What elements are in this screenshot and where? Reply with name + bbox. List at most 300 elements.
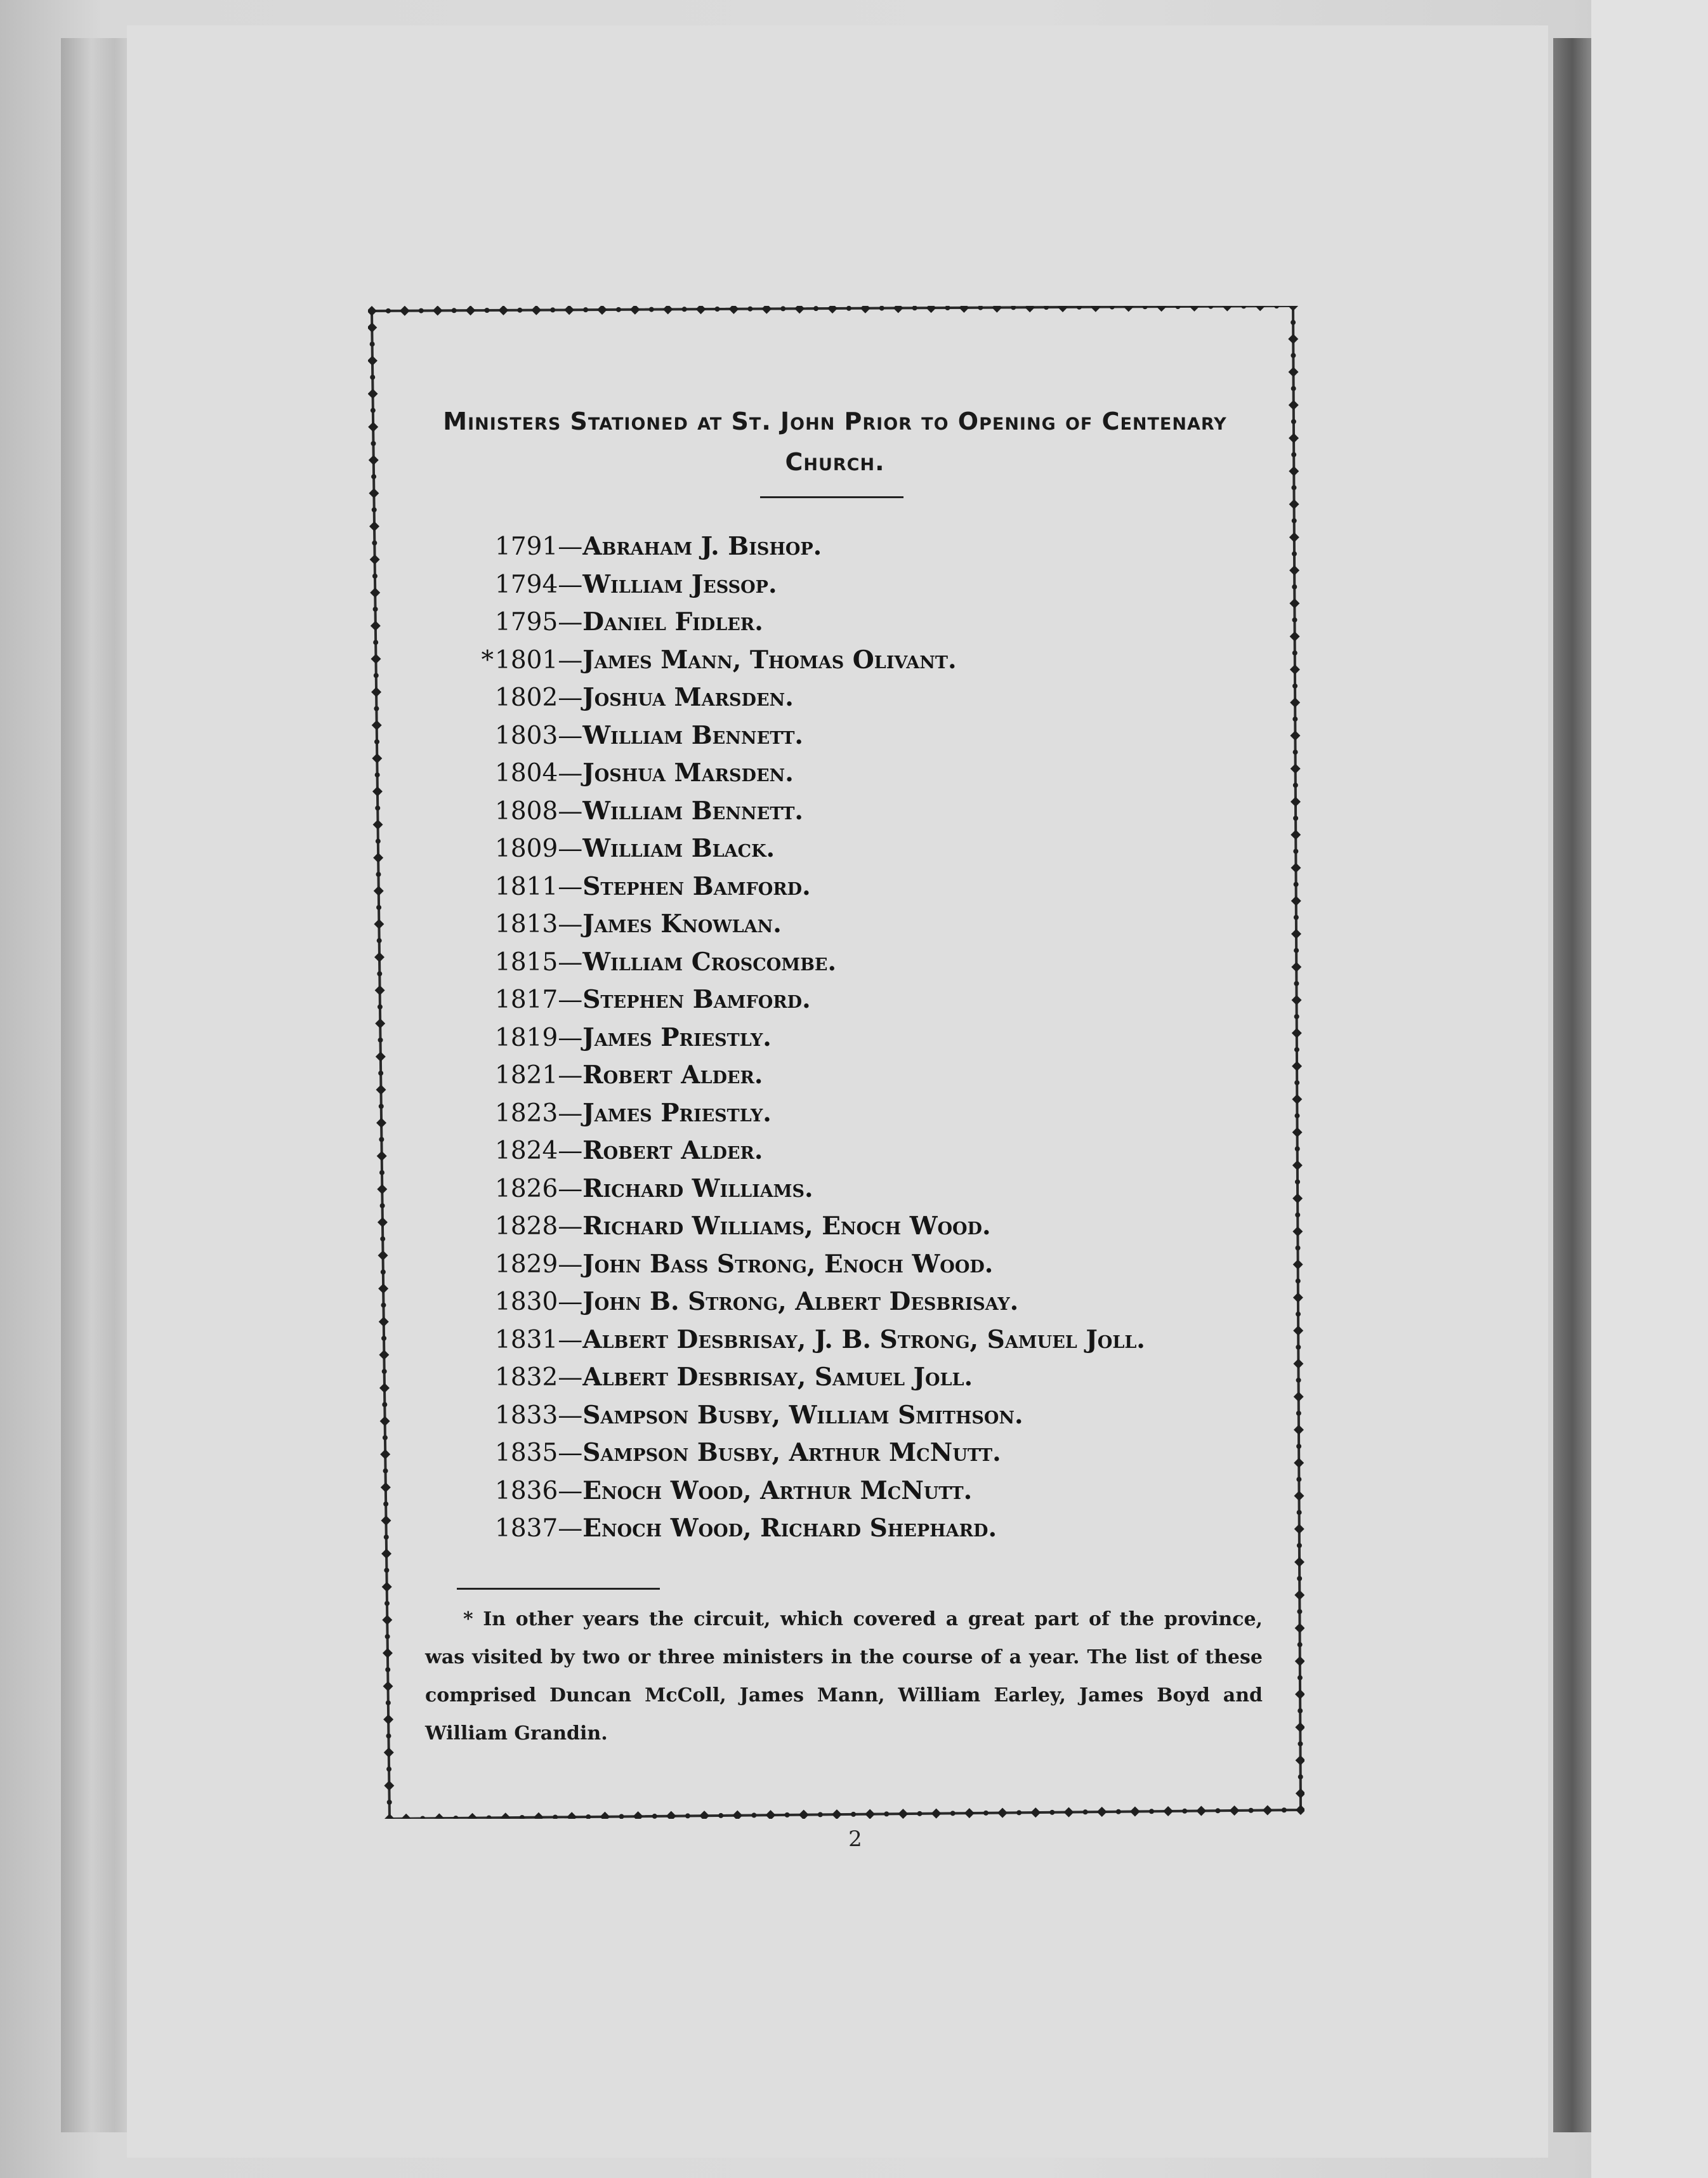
entry-year: 1817 bbox=[495, 986, 558, 1014]
list-item bbox=[406, 604, 1282, 642]
border-ornament bbox=[1294, 882, 1299, 887]
entry-separator: — bbox=[558, 1325, 583, 1354]
border-ornament bbox=[1189, 306, 1199, 312]
border-ornament bbox=[370, 341, 375, 346]
entry-text bbox=[495, 1057, 763, 1095]
border-ornament bbox=[381, 1336, 386, 1341]
border-ornament bbox=[1293, 848, 1298, 854]
border-ornament bbox=[860, 306, 870, 314]
entry-names: John Bass Strong, Enoch Wood. bbox=[582, 1249, 994, 1279]
entry-year: 1808 bbox=[495, 796, 558, 826]
border-ornament bbox=[369, 308, 374, 314]
border-ornament bbox=[433, 306, 443, 315]
border-ornament bbox=[630, 306, 640, 315]
entry-names: James Mann, Thomas Olivant. bbox=[582, 645, 957, 675]
entry-text bbox=[495, 1321, 1145, 1359]
entry-text bbox=[495, 642, 957, 680]
entry-year: 1832 bbox=[495, 1363, 558, 1392]
border-ornament bbox=[1289, 532, 1299, 543]
border-ornament bbox=[1274, 306, 1279, 308]
border-ornament bbox=[1110, 306, 1115, 310]
list-item bbox=[406, 1132, 1282, 1170]
entry-separator: — bbox=[558, 1174, 583, 1203]
border-ornament bbox=[799, 1810, 809, 1819]
title-divider bbox=[760, 496, 903, 498]
border-ornament bbox=[1297, 1675, 1303, 1680]
page-title: Ministers Stationed at St. John Prior to Opening of Centenary Church. bbox=[443, 407, 1227, 476]
list-item bbox=[406, 830, 1282, 868]
entry-separator: — bbox=[558, 570, 583, 599]
border-ornament bbox=[387, 1800, 392, 1805]
border-ornament bbox=[487, 1815, 492, 1819]
border-ornament bbox=[553, 1814, 558, 1819]
border-ornament bbox=[534, 1812, 544, 1819]
border-ornament bbox=[1230, 1805, 1240, 1816]
border-ornament bbox=[377, 971, 382, 976]
border-ornament bbox=[1294, 1557, 1304, 1567]
border-ornament bbox=[652, 1814, 657, 1819]
border-ornament bbox=[1083, 1809, 1088, 1814]
border-ornament bbox=[1292, 1193, 1303, 1203]
entry-separator: — bbox=[558, 608, 583, 637]
border-ornament bbox=[1291, 929, 1301, 939]
border-ornament bbox=[1289, 400, 1299, 410]
border-ornament bbox=[372, 574, 378, 579]
border-ornament bbox=[376, 872, 381, 877]
border-ornament bbox=[1296, 1477, 1301, 1482]
entry-year: 1821 bbox=[495, 1061, 558, 1090]
border-ornament bbox=[380, 1203, 385, 1208]
border-ornament bbox=[517, 308, 522, 313]
entry-year: 1824 bbox=[495, 1137, 558, 1165]
border-ornament bbox=[1289, 367, 1299, 377]
entry-text bbox=[495, 830, 775, 868]
border-ornament bbox=[1049, 1810, 1054, 1815]
entry-separator: — bbox=[558, 721, 583, 750]
list-item bbox=[406, 906, 1282, 944]
border-ornament bbox=[376, 1085, 386, 1095]
book-edge-right bbox=[1553, 38, 1591, 2132]
border-ornament bbox=[1293, 749, 1298, 755]
entry-separator: — bbox=[558, 1023, 583, 1052]
border-ornament bbox=[382, 1369, 387, 1374]
border-ornament bbox=[372, 786, 383, 796]
border-ornament bbox=[370, 555, 380, 565]
border-ornament bbox=[1289, 598, 1299, 609]
border-ornament bbox=[616, 307, 621, 312]
border-ornament bbox=[381, 1515, 391, 1526]
border-ornament bbox=[1255, 306, 1265, 311]
entry-separator: — bbox=[558, 947, 583, 977]
entry-names: Richard Williams, Enoch Wood. bbox=[582, 1211, 991, 1241]
entry-separator: — bbox=[558, 1401, 583, 1430]
entry-separator: — bbox=[558, 986, 583, 1014]
border-ornament bbox=[1291, 829, 1301, 840]
border-ornament bbox=[378, 1217, 388, 1227]
border-ornament bbox=[384, 1814, 395, 1819]
border-ornament bbox=[384, 1568, 389, 1573]
border-ornament bbox=[997, 1808, 1008, 1818]
border-ornament bbox=[1297, 1642, 1303, 1647]
entry-names: Abraham J. Bishop. bbox=[582, 532, 822, 561]
entry-names: Daniel Fidler. bbox=[582, 607, 763, 637]
border-ornament bbox=[1294, 1014, 1299, 1019]
entry-names: Joshua Marsden. bbox=[582, 683, 794, 712]
border-ornament bbox=[374, 886, 384, 896]
list-item bbox=[406, 1283, 1282, 1321]
entry-separator: — bbox=[558, 532, 583, 561]
border-ornament bbox=[378, 1038, 383, 1043]
border-ornament bbox=[501, 1812, 511, 1819]
border-ornament bbox=[685, 1813, 690, 1818]
border-ornament bbox=[1296, 1755, 1304, 1766]
border-ornament bbox=[1295, 1689, 1304, 1700]
border-ornament bbox=[1295, 1623, 1304, 1634]
list-item bbox=[406, 1472, 1282, 1510]
border-ornament bbox=[377, 1151, 387, 1161]
border-ornament bbox=[1091, 306, 1101, 312]
border-ornament bbox=[420, 1816, 425, 1819]
border-ornament bbox=[381, 1548, 391, 1559]
border-ornament bbox=[379, 1383, 390, 1393]
border-ornament bbox=[1298, 1774, 1303, 1779]
entry-names: William Jessop. bbox=[582, 569, 777, 599]
border-ornament bbox=[1289, 565, 1299, 576]
entry-text bbox=[495, 1132, 763, 1170]
entry-text bbox=[495, 604, 763, 642]
border-ornament bbox=[375, 805, 380, 810]
border-ornament bbox=[959, 306, 969, 313]
entry-year: 1831 bbox=[495, 1325, 558, 1354]
border-ornament bbox=[1296, 1805, 1304, 1815]
border-ornament bbox=[1293, 782, 1298, 788]
border-ornament bbox=[374, 919, 384, 929]
border-ornament bbox=[1294, 1590, 1304, 1600]
border-ornament bbox=[368, 389, 378, 399]
border-ornament bbox=[1291, 896, 1301, 906]
border-ornament bbox=[370, 374, 375, 380]
border-ornament bbox=[373, 640, 378, 645]
list-item bbox=[406, 944, 1282, 982]
border-ornament bbox=[1296, 1279, 1301, 1284]
border-ornament bbox=[1294, 948, 1299, 953]
border-ornament bbox=[884, 1811, 889, 1816]
entry-separator: — bbox=[558, 835, 583, 863]
border-ornament bbox=[384, 1781, 394, 1791]
entry-text bbox=[495, 944, 836, 982]
entry-separator: — bbox=[558, 796, 583, 826]
entry-separator: — bbox=[558, 1288, 583, 1316]
border-ornament bbox=[384, 1601, 390, 1606]
entry-text bbox=[495, 1170, 813, 1208]
border-ornament bbox=[1116, 1809, 1121, 1814]
border-ornament bbox=[780, 306, 785, 311]
border-ornament bbox=[1296, 1312, 1301, 1317]
border-ornament bbox=[379, 1104, 384, 1109]
border-ornament bbox=[1294, 1047, 1299, 1052]
border-ornament bbox=[761, 306, 772, 314]
entry-separator: — bbox=[558, 1476, 583, 1505]
border-ornament bbox=[372, 541, 377, 546]
border-ornament bbox=[384, 1748, 394, 1758]
border-ornament bbox=[926, 306, 936, 313]
entry-year: 1835 bbox=[495, 1439, 558, 1467]
border-ornament bbox=[385, 1667, 390, 1672]
border-ornament bbox=[1297, 1576, 1302, 1581]
border-ornament bbox=[747, 307, 752, 312]
border-ornament bbox=[1292, 1160, 1303, 1170]
border-ornament bbox=[375, 986, 385, 996]
border-ornament bbox=[1293, 1260, 1303, 1270]
entry-text bbox=[495, 793, 803, 831]
border-ornament bbox=[1296, 1378, 1301, 1383]
border-ornament bbox=[649, 307, 654, 312]
border-ornament bbox=[374, 739, 379, 744]
border-ornament bbox=[1163, 1806, 1173, 1816]
border-ornament bbox=[368, 422, 378, 432]
border-ornament bbox=[379, 1170, 384, 1175]
list-item bbox=[406, 1095, 1282, 1133]
entry-separator: — bbox=[558, 1212, 583, 1241]
border-ornament bbox=[378, 1005, 383, 1010]
list-item bbox=[406, 566, 1282, 604]
border-ornament bbox=[950, 1811, 956, 1816]
bordered-panel bbox=[368, 306, 1304, 1819]
border-ornament bbox=[498, 306, 508, 315]
border-ornament bbox=[983, 1811, 989, 1816]
border-ornament bbox=[715, 307, 720, 312]
border-ornament bbox=[1291, 763, 1301, 774]
border-ornament bbox=[1290, 697, 1300, 708]
entry-names: Sampson Busby, Arthur McNutt. bbox=[582, 1438, 1001, 1467]
border-ornament bbox=[1011, 306, 1016, 310]
entry-year: 1828 bbox=[495, 1212, 558, 1241]
entry-names: Stephen Bamford. bbox=[582, 985, 811, 1014]
border-ornament bbox=[1291, 386, 1296, 391]
border-ornament bbox=[978, 306, 983, 310]
entry-names: John B. Strong, Albert Desbrisay. bbox=[582, 1287, 1019, 1316]
border-ornament bbox=[1294, 1491, 1304, 1501]
entry-text bbox=[495, 717, 803, 755]
entry-names: William Bennett. bbox=[582, 720, 803, 750]
border-ornament bbox=[383, 1714, 393, 1724]
border-ornament bbox=[383, 1468, 388, 1474]
facing-page-strip bbox=[1591, 0, 1708, 2178]
border-ornament bbox=[564, 306, 574, 315]
list-item bbox=[406, 981, 1282, 1019]
border-ornament bbox=[384, 1534, 389, 1540]
border-ornament bbox=[1291, 796, 1301, 807]
border-ornament bbox=[374, 673, 379, 678]
border-ornament bbox=[1292, 1226, 1303, 1236]
border-ornament bbox=[374, 706, 379, 711]
border-ornament bbox=[1296, 1788, 1304, 1798]
border-ornament bbox=[832, 1809, 842, 1819]
border-ornament bbox=[369, 521, 379, 531]
list-item bbox=[406, 1170, 1282, 1208]
border-ornament bbox=[1291, 862, 1301, 873]
border-ornament bbox=[401, 1814, 411, 1819]
entry-year: 1791 bbox=[495, 532, 558, 561]
border-ornament bbox=[386, 1733, 391, 1738]
border-ornament bbox=[382, 1615, 392, 1625]
border-ornament bbox=[1289, 466, 1299, 476]
border-ornament bbox=[1124, 306, 1134, 312]
border-ornament bbox=[794, 306, 805, 314]
border-ornament bbox=[371, 654, 381, 664]
list-item bbox=[406, 528, 1282, 566]
entry-separator: — bbox=[558, 1137, 583, 1165]
entry-names: Sampson Busby, William Smithson. bbox=[582, 1400, 1023, 1430]
entry-separator: — bbox=[558, 872, 583, 901]
entry-separator: — bbox=[558, 1099, 583, 1128]
border-ornament bbox=[1297, 1510, 1302, 1515]
border-ornament bbox=[893, 306, 903, 313]
book-gutter-left bbox=[61, 38, 137, 2132]
border-ornament bbox=[1293, 1326, 1303, 1336]
border-ornament bbox=[1292, 683, 1297, 689]
border-ornament bbox=[682, 307, 687, 312]
border-ornament bbox=[583, 307, 588, 312]
border-ornament bbox=[371, 687, 381, 697]
border-ornament bbox=[718, 1813, 723, 1818]
border-ornament bbox=[917, 1811, 922, 1816]
entry-names: Enoch Wood, Arthur McNutt. bbox=[582, 1475, 973, 1505]
border-ornament bbox=[1295, 1146, 1300, 1151]
entry-separator: — bbox=[558, 683, 583, 712]
entry-year: 1794 bbox=[495, 570, 558, 599]
border-ornament bbox=[378, 1071, 383, 1076]
list-item bbox=[406, 679, 1282, 717]
list-item bbox=[406, 793, 1282, 831]
border-ornament bbox=[1215, 1808, 1220, 1813]
entry-text bbox=[495, 1434, 1001, 1472]
border-ornament bbox=[633, 1811, 643, 1819]
entry-text bbox=[495, 1208, 991, 1246]
border-ornament bbox=[696, 306, 706, 314]
border-ornament bbox=[1294, 1458, 1304, 1468]
entry-text bbox=[495, 1510, 997, 1548]
entry-year: 1819 bbox=[495, 1023, 558, 1052]
border-ornament bbox=[827, 306, 838, 314]
border-ornament bbox=[1044, 306, 1049, 310]
list-item bbox=[406, 755, 1282, 793]
border-ornament bbox=[383, 1681, 393, 1691]
border-ornament bbox=[434, 1813, 444, 1819]
entry-text bbox=[495, 1397, 1023, 1435]
border-ornament bbox=[1292, 617, 1297, 623]
border-ornament bbox=[370, 588, 380, 598]
border-ornament bbox=[381, 1303, 386, 1308]
border-ornament bbox=[567, 1812, 577, 1819]
entry-year: 1813 bbox=[495, 910, 558, 939]
border-ornament bbox=[371, 408, 376, 413]
entry-text bbox=[495, 755, 794, 793]
border-ornament bbox=[1292, 995, 1302, 1005]
border-ornament bbox=[785, 1812, 790, 1818]
border-ornament bbox=[1157, 306, 1167, 312]
border-ornament bbox=[945, 306, 950, 310]
border-ornament bbox=[865, 1809, 875, 1819]
footnote: * In other years the circuit, which covered a great part of the province, was visited by two or three ministers in the course of a year. The list of these comprised Duncan McColl, James Mann, William Earley, James Boyd and William Grandin. bbox=[425, 1608, 1263, 1745]
border-ornament bbox=[728, 306, 739, 314]
border-ornament bbox=[1289, 433, 1299, 443]
border-ornament bbox=[375, 1019, 385, 1029]
border-ornament bbox=[1289, 499, 1299, 510]
page-number: 2 bbox=[848, 1826, 862, 1852]
border-ornament bbox=[1097, 1807, 1107, 1817]
border-ornament bbox=[1295, 1722, 1304, 1732]
border-ornament bbox=[380, 1236, 385, 1241]
border-ornament bbox=[1297, 1543, 1302, 1548]
border-ornament bbox=[1292, 551, 1297, 557]
border-ornament bbox=[1291, 320, 1296, 325]
border-ornament bbox=[1294, 1524, 1304, 1534]
border-ornament bbox=[766, 1810, 776, 1819]
border-ornament bbox=[1222, 306, 1232, 312]
border-ornament bbox=[383, 1502, 388, 1507]
entry-names: Albert Desbrisay, J. B. Strong, Samuel Joll. bbox=[582, 1324, 1145, 1354]
border-ornament bbox=[1294, 981, 1299, 986]
border-ornament bbox=[732, 1811, 742, 1819]
border-ornament bbox=[373, 607, 378, 612]
border-ornament bbox=[1294, 1080, 1299, 1085]
border-ornament bbox=[531, 306, 541, 315]
entry-separator: — bbox=[558, 1250, 583, 1279]
entry-year: 1811 bbox=[495, 872, 558, 901]
border-ornament bbox=[931, 1809, 942, 1819]
border-ornament bbox=[1288, 334, 1298, 344]
entry-names: William Croscombe. bbox=[582, 947, 837, 977]
border-ornament bbox=[1294, 915, 1299, 920]
entry-year: 1836 bbox=[495, 1476, 558, 1505]
border-ornament bbox=[1297, 1609, 1302, 1614]
border-ornament bbox=[1182, 1809, 1187, 1814]
border-ornament bbox=[813, 306, 818, 311]
border-ornament bbox=[851, 1812, 856, 1817]
border-ornament bbox=[466, 306, 476, 315]
border-ornament bbox=[600, 1812, 610, 1819]
border-ornament bbox=[1293, 1293, 1303, 1303]
border-ornament bbox=[1016, 1810, 1022, 1815]
entry-separator: — bbox=[558, 1061, 583, 1090]
border-ornament bbox=[383, 1435, 388, 1440]
border-ornament bbox=[699, 1811, 709, 1819]
entry-text bbox=[495, 981, 811, 1019]
entry-separator: — bbox=[558, 759, 583, 788]
border-ornament bbox=[1292, 716, 1297, 722]
border-ornament bbox=[1249, 1808, 1254, 1813]
border-ornament bbox=[1296, 1345, 1301, 1350]
border-ornament bbox=[379, 1317, 389, 1327]
border-ornament bbox=[373, 819, 383, 829]
border-ornament bbox=[1291, 353, 1296, 358]
border-ornament bbox=[1290, 730, 1300, 741]
border-ornament bbox=[378, 1283, 388, 1293]
border-ornament bbox=[619, 1814, 624, 1819]
border-ornament bbox=[1297, 1708, 1303, 1713]
entry-names: Richard Williams. bbox=[582, 1173, 813, 1203]
border-ornament bbox=[586, 1814, 591, 1819]
border-ornament bbox=[964, 1808, 975, 1818]
border-ornament bbox=[1294, 1425, 1304, 1435]
border-ornament bbox=[453, 1816, 458, 1819]
entry-year: 1815 bbox=[495, 947, 558, 977]
border-ornament bbox=[1196, 1806, 1206, 1816]
entry-text bbox=[495, 1095, 772, 1133]
entry-year: 1801 bbox=[495, 645, 558, 675]
border-ornament bbox=[1296, 1246, 1301, 1251]
